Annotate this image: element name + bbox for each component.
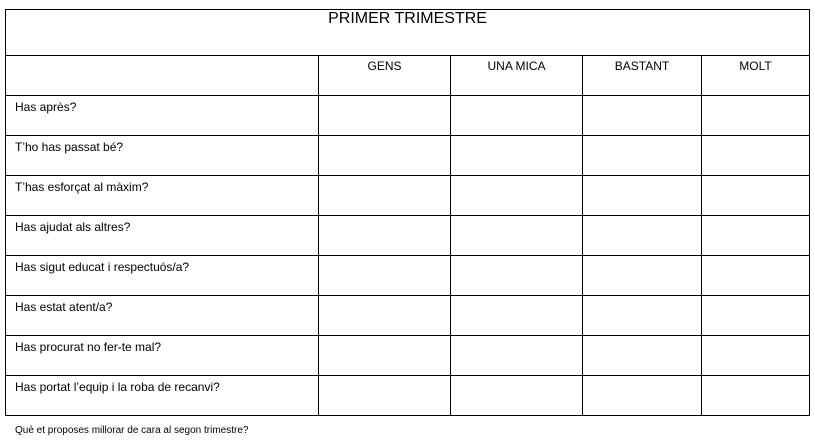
answer-cell-molt[interactable] bbox=[702, 376, 810, 416]
column-header-molt: MOLT bbox=[702, 56, 810, 96]
answer-cell-gens[interactable] bbox=[319, 96, 451, 136]
table-row bbox=[6, 216, 810, 256]
answer-cell-molt[interactable] bbox=[702, 256, 810, 296]
header-empty-cell bbox=[6, 56, 319, 96]
answer-cell-bastant[interactable] bbox=[583, 296, 702, 336]
answer-cell-una-mica[interactable] bbox=[451, 256, 583, 296]
answer-cell-una-mica[interactable] bbox=[451, 136, 583, 176]
header-row bbox=[6, 56, 810, 96]
answer-cell-una-mica[interactable] bbox=[451, 176, 583, 216]
question-label: Has sigut educat i respectuós/a? bbox=[6, 256, 319, 296]
question-label: T’has esforçat al màxim? bbox=[6, 176, 319, 216]
answer-cell-molt[interactable] bbox=[702, 96, 810, 136]
table-row bbox=[6, 96, 810, 136]
answer-cell-gens[interactable] bbox=[319, 376, 451, 416]
table-row bbox=[6, 256, 810, 296]
answer-cell-bastant[interactable] bbox=[583, 216, 702, 256]
answer-cell-bastant[interactable] bbox=[583, 376, 702, 416]
answer-cell-gens[interactable] bbox=[319, 336, 451, 376]
answer-cell-gens[interactable] bbox=[319, 216, 451, 256]
table-row bbox=[6, 336, 810, 376]
evaluation-sheet bbox=[5, 9, 810, 416]
answer-cell-gens[interactable] bbox=[319, 136, 451, 176]
question-label: Has après? bbox=[6, 96, 319, 136]
answer-cell-una-mica[interactable] bbox=[451, 296, 583, 336]
table-row bbox=[6, 136, 810, 176]
column-header-gens: GENS bbox=[319, 56, 451, 96]
answer-cell-molt[interactable] bbox=[702, 176, 810, 216]
improvement-question: Què et proposes millorar de cara al segon trimestre? bbox=[15, 425, 249, 436]
answer-cell-gens[interactable] bbox=[319, 256, 451, 296]
question-label: Has portat l’equip i la roba de recanvi? bbox=[6, 376, 319, 416]
answer-cell-bastant[interactable] bbox=[583, 256, 702, 296]
answer-cell-gens[interactable] bbox=[319, 176, 451, 216]
column-header-bastant: BASTANT bbox=[583, 56, 702, 96]
answer-cell-bastant[interactable] bbox=[583, 336, 702, 376]
answer-cell-molt[interactable] bbox=[702, 336, 810, 376]
answer-cell-bastant[interactable] bbox=[583, 176, 702, 216]
answer-cell-bastant[interactable] bbox=[583, 96, 702, 136]
table-row bbox=[6, 376, 810, 416]
question-label: Has ajudat als altres? bbox=[6, 216, 319, 256]
answer-cell-una-mica[interactable] bbox=[451, 96, 583, 136]
answer-cell-una-mica[interactable] bbox=[451, 376, 583, 416]
question-label: T’ho has passat bé? bbox=[6, 136, 319, 176]
answer-cell-molt[interactable] bbox=[702, 136, 810, 176]
answer-cell-molt[interactable] bbox=[702, 216, 810, 256]
title-row bbox=[6, 10, 810, 56]
table-row bbox=[6, 176, 810, 216]
column-header-una-mica: UNA MICA bbox=[451, 56, 583, 96]
question-label: Has estat atent/a? bbox=[6, 296, 319, 336]
answer-cell-una-mica[interactable] bbox=[451, 336, 583, 376]
question-label: Has procurat no fer-te mal? bbox=[6, 336, 319, 376]
answer-cell-bastant[interactable] bbox=[583, 136, 702, 176]
self-evaluation-table bbox=[5, 9, 810, 416]
answer-cell-gens[interactable] bbox=[319, 296, 451, 336]
table-title: PRIMER TRIMESTRE bbox=[6, 10, 810, 56]
answer-cell-una-mica[interactable] bbox=[451, 216, 583, 256]
table-row bbox=[6, 296, 810, 336]
answer-cell-molt[interactable] bbox=[702, 296, 810, 336]
